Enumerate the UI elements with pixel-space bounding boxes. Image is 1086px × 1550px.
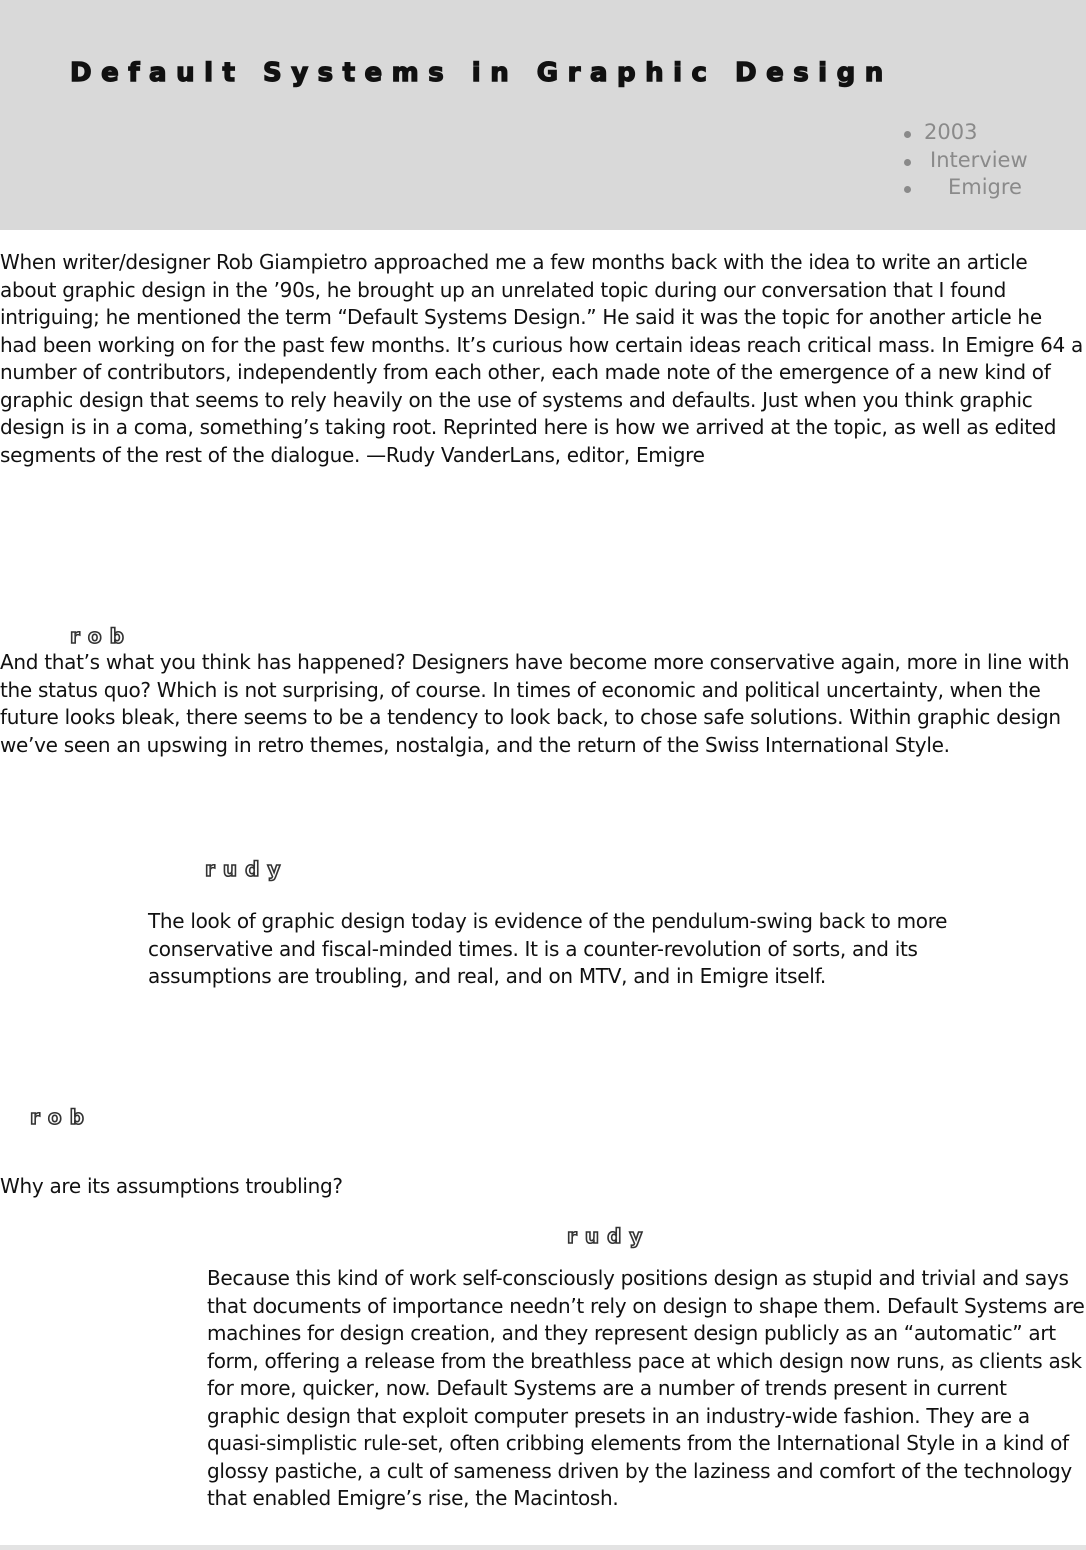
dialogue-text: Because this kind of work self-consciously positions design as stupid and trivial and says that documents of importance needn’t rely on design to shape them. Default Systems are machines for design creation, and they represent design publicly as an “automatic” art form, offering a release from the breathless pace at which design now runs, as clients ask for more, quicker, now. Default Systems are a number of trends present in current graphic design that exploit computer presets in an industry-wide fashion. They are a quasi-simplistic rule-set, often cribbing elements from the International Style in a kind of glossy pastiche, a cult of sameness driven by the laziness and comfort of the technology that enabled Emigre’s rise, the Macintosh. (207, 1266, 1085, 1510)
meta-item-source: Emigre (904, 174, 1054, 202)
bullet-icon (904, 186, 911, 193)
speaker-label-rob: rob (70, 624, 132, 648)
dialogue-text: The look of graphic design today is evidence of the pendulum-swing back to more conservative and fiscal-minded times. It is a counter-revolution of sorts, and its assumptions are troubling, and real, and on MTV, and in Emigre itself. (148, 909, 948, 988)
meta-list (904, 119, 1054, 202)
page-title: Default Systems in Graphic Design (70, 58, 893, 88)
speaker-label-rudy: rudy (205, 857, 289, 881)
dialogue-text: Why are its assumptions troubling? (0, 1174, 343, 1198)
dialogue-text: And that’s what you think has happened? Designers have become more conservative again, more in line with the status quo? Which is not surprising, of course. In times of economic and political uncertainty, when the future looks bleak, there seems to be a tendency to look back, to chose safe solutions. Within graphic design we’ve seen an upswing in retro themes, nostalgia, and the return of the Swiss International Style. (0, 650, 1070, 757)
meta-item-type: Interview (904, 147, 1054, 175)
bullet-icon (904, 159, 911, 166)
bullet-icon (904, 131, 911, 138)
divider (0, 1545, 1086, 1550)
page-header (0, 0, 1086, 230)
intro-paragraph: When writer/designer Rob Giampietro approached me a few months back with the idea to write an article about graphic design in the ’90s, he brought up an unrelated topic during our conversation that I found intriguing; he mentioned the term “Default Systems Design.” He said it was the topic for another article he had been working on for the past few months. It’s curious how certain ideas reach critical mass. In Emigre 64 a number of contributors, independently from each other, each made note of the emergence of a new kind of graphic design that seems to rely heavily on the use of systems and defaults. Just when you think graphic design is in a coma, something’s taking root. Reprinted here is how we arrived at the topic, as well as edited segments of the rest of the dialogue. —Rudy VanderLans, editor, Emigre (0, 250, 1083, 467)
meta-item-year: 2003 (904, 119, 1054, 147)
speaker-label-rudy: rudy (567, 1224, 651, 1248)
speaker-label-rob: rob (30, 1105, 92, 1129)
